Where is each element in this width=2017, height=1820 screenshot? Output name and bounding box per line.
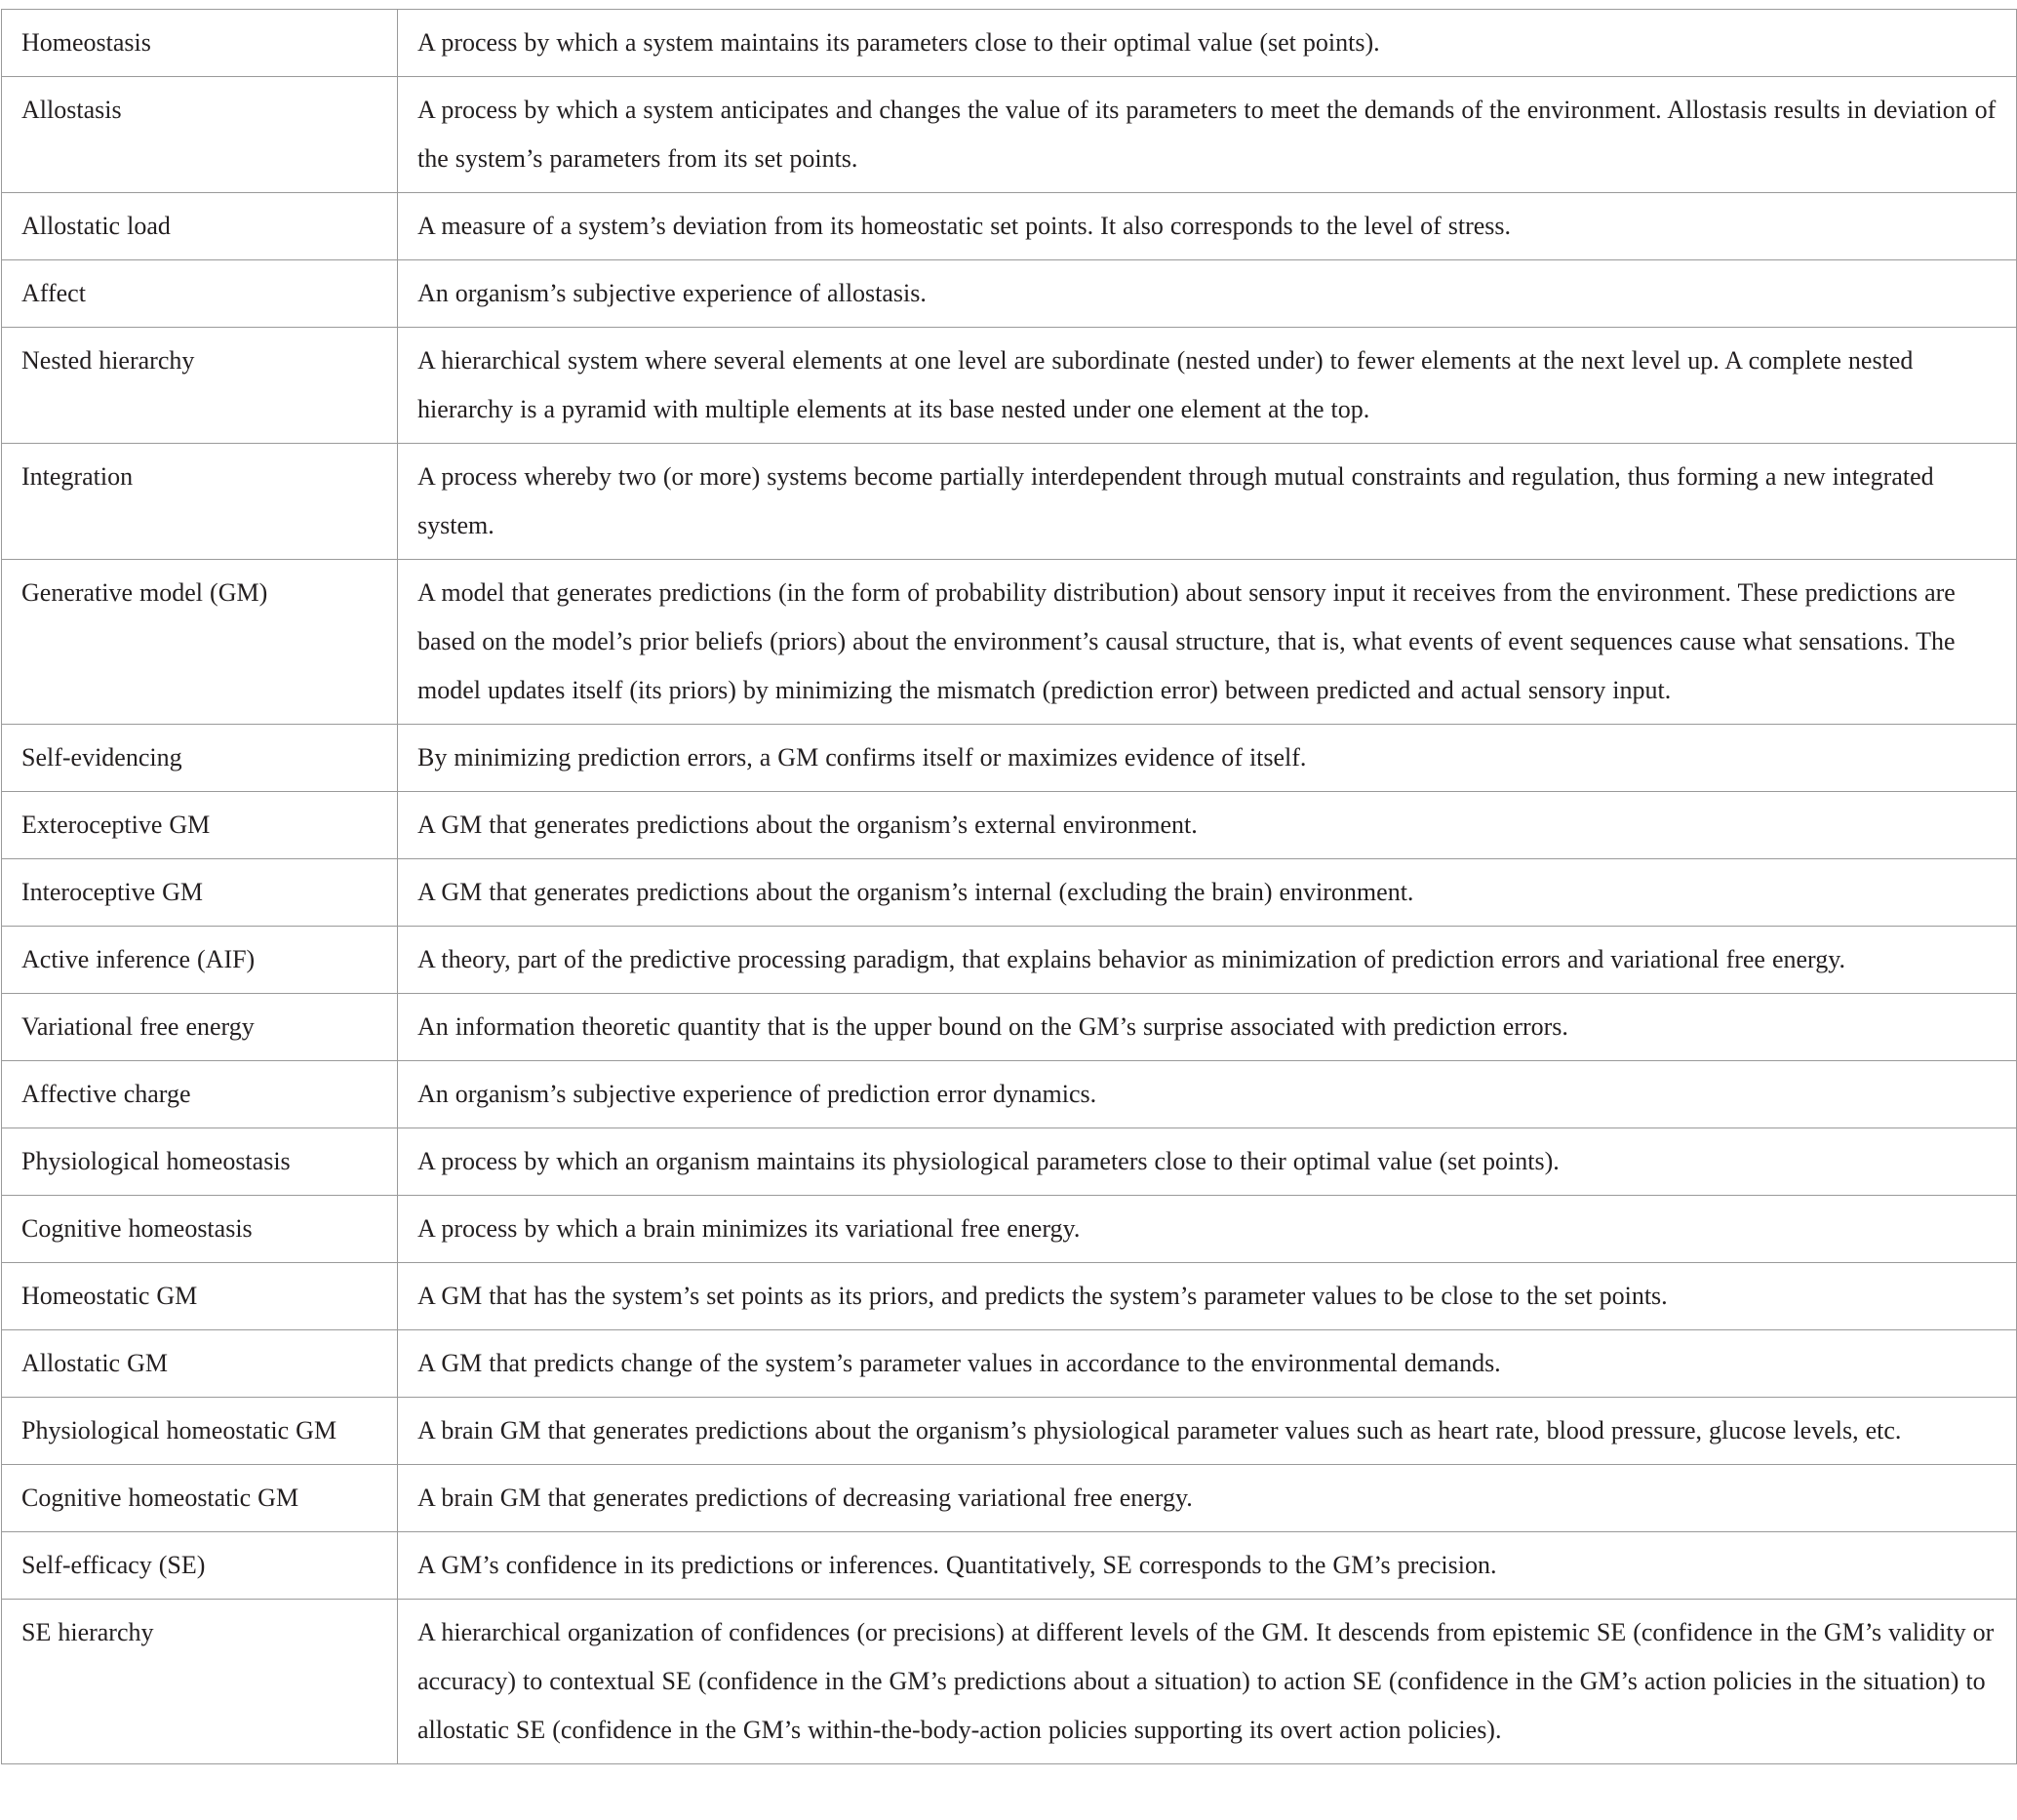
term-cell: Generative model (GM) <box>2 560 398 725</box>
definition-cell: A GM that generates predictions about the organism’s internal (excluding the brain) environment. <box>398 859 2017 927</box>
table-row <box>2 560 2017 725</box>
term-cell: Self-evidencing <box>2 725 398 792</box>
table-row <box>2 1061 2017 1128</box>
definition-cell: A process whereby two (or more) systems become partially interdependent through mutual constraints and regulation, thus forming a new integrated system. <box>398 444 2017 560</box>
term-cell: SE hierarchy <box>2 1600 398 1764</box>
term-cell: Cognitive homeostasis <box>2 1196 398 1263</box>
table-row <box>2 1398 2017 1465</box>
table-row <box>2 77 2017 193</box>
table-row <box>2 725 2017 792</box>
term-cell: Nested hierarchy <box>2 328 398 444</box>
table-row <box>2 1263 2017 1330</box>
table-row <box>2 927 2017 994</box>
definition-cell: A GM that predicts change of the system’s parameter values in accordance to the environmental demands. <box>398 1330 2017 1398</box>
term-cell: Affect <box>2 260 398 328</box>
definition-cell: An information theoretic quantity that is the upper bound on the GM’s surprise associated with prediction errors. <box>398 994 2017 1061</box>
definition-cell: A GM’s confidence in its predictions or inferences. Quantitatively, SE corresponds to the GM’s precision. <box>398 1532 2017 1600</box>
term-cell: Self-efficacy (SE) <box>2 1532 398 1600</box>
table-row <box>2 859 2017 927</box>
term-cell: Active inference (AIF) <box>2 927 398 994</box>
definition-cell: A measure of a system’s deviation from its homeostatic set points. It also corresponds to the level of stress. <box>398 193 2017 260</box>
term-cell: Variational free energy <box>2 994 398 1061</box>
table-row <box>2 260 2017 328</box>
table-row <box>2 1465 2017 1532</box>
definition-cell: A process by which a brain minimizes its variational free energy. <box>398 1196 2017 1263</box>
term-cell: Cognitive homeostatic GM <box>2 1465 398 1532</box>
definition-cell: A process by which an organism maintains its physiological parameters close to their optimal value (set points). <box>398 1128 2017 1196</box>
definition-cell: A process by which a system maintains its parameters close to their optimal value (set points). <box>398 10 2017 77</box>
table-row <box>2 444 2017 560</box>
glossary-table-container <box>0 9 2017 1764</box>
definition-cell: A theory, part of the predictive processing paradigm, that explains behavior as minimization of prediction errors and variational free energy. <box>398 927 2017 994</box>
term-cell: Exteroceptive GM <box>2 792 398 859</box>
term-cell: Physiological homeostasis <box>2 1128 398 1196</box>
table-row <box>2 1196 2017 1263</box>
glossary-table <box>1 9 2017 1764</box>
table-row <box>2 193 2017 260</box>
term-cell: Interoceptive GM <box>2 859 398 927</box>
definition-cell: By minimizing prediction errors, a GM confirms itself or maximizes evidence of itself. <box>398 725 2017 792</box>
table-row <box>2 1330 2017 1398</box>
definition-cell: A brain GM that generates predictions about the organism’s physiological parameter values such as heart rate, blood pressure, glucose levels, etc. <box>398 1398 2017 1465</box>
definition-cell: An organism’s subjective experience of allostasis. <box>398 260 2017 328</box>
definition-cell: A GM that generates predictions about the organism’s external environment. <box>398 792 2017 859</box>
definition-cell: A brain GM that generates predictions of decreasing variational free energy. <box>398 1465 2017 1532</box>
table-row <box>2 792 2017 859</box>
term-cell: Allostatic GM <box>2 1330 398 1398</box>
table-row <box>2 994 2017 1061</box>
definition-cell: A model that generates predictions (in the form of probability distribution) about sensory input it receives from the environment. These predictions are based on the model’s prior beliefs (priors) about the environment’s causal structure, that is, what events of event sequences cause what sensations. The model updates itself (its priors) by minimizing the mismatch (prediction error) between predicted and actual sensory input. <box>398 560 2017 725</box>
table-row <box>2 328 2017 444</box>
term-cell: Allostasis <box>2 77 398 193</box>
definition-cell: A process by which a system anticipates and changes the value of its parameters to meet the demands of the environment. Allostasis results in deviation of the system’s parameters from its set points. <box>398 77 2017 193</box>
term-cell: Affective charge <box>2 1061 398 1128</box>
term-cell: Integration <box>2 444 398 560</box>
term-cell: Homeostatic GM <box>2 1263 398 1330</box>
table-row <box>2 1600 2017 1764</box>
definition-cell: A GM that has the system’s set points as its priors, and predicts the system’s parameter values to be close to the set points. <box>398 1263 2017 1330</box>
term-cell: Allostatic load <box>2 193 398 260</box>
definition-cell: A hierarchical system where several elements at one level are subordinate (nested under) to fewer elements at the next level up. A complete nested hierarchy is a pyramid with multiple elements at its base nested under one element at the top. <box>398 328 2017 444</box>
table-row <box>2 1128 2017 1196</box>
table-row <box>2 1532 2017 1600</box>
definition-cell: An organism’s subjective experience of prediction error dynamics. <box>398 1061 2017 1128</box>
term-cell: Homeostasis <box>2 10 398 77</box>
definition-cell: A hierarchical organization of confidences (or precisions) at different levels of the GM. It descends from epistemic SE (confidence in the GM’s validity or accuracy) to contextual SE (confidence in the GM’s predictions about a situation) to action SE (confidence in the GM’s action policies in the situation) to allostatic SE (confidence in the GM’s within-the-body-action policies supporting its overt action policies). <box>398 1600 2017 1764</box>
table-row <box>2 10 2017 77</box>
term-cell: Physiological homeostatic GM <box>2 1398 398 1465</box>
